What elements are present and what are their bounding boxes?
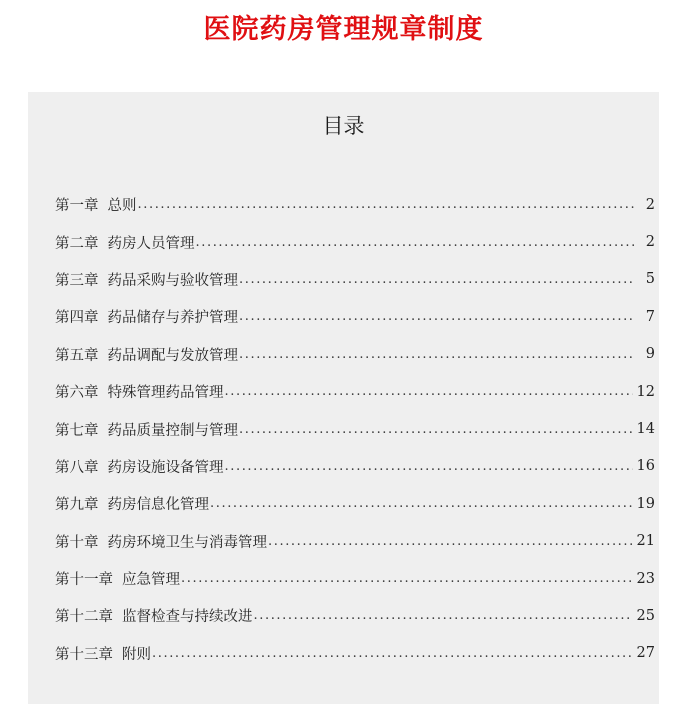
toc-entry[interactable] [55, 373, 655, 410]
toc-chapter-number: 第十一章 [55, 572, 113, 589]
toc-page-number: 14 [636, 421, 655, 438]
toc-page-number: 16 [636, 458, 655, 475]
toc-dot-leader [239, 272, 635, 287]
toc-page-number: 2 [645, 196, 655, 213]
toc-entry[interactable] [55, 336, 655, 373]
toc-chapter-number: 第十三章 [55, 646, 113, 663]
toc-page-number: 27 [636, 645, 655, 662]
toc-page-number: 12 [636, 383, 655, 400]
toc-chapter-title: 应急管理 [122, 572, 180, 589]
toc-chapter-title: 附则 [122, 646, 151, 663]
toc-page-number: 2 [645, 234, 655, 251]
toc-chapter-title: 特殊管理药品管理 [107, 385, 224, 402]
toc-chapter-number: 第七章 [55, 422, 99, 439]
toc-dot-leader [225, 384, 633, 399]
toc-page-number: 21 [636, 533, 655, 550]
toc-chapter-title: 药房人员管理 [107, 235, 195, 252]
toc-dot-leader [239, 422, 633, 437]
toc-dot-leader [181, 571, 633, 586]
toc-chapter-number: 第四章 [55, 310, 99, 327]
toc-entry[interactable] [55, 410, 655, 447]
toc-entry[interactable] [55, 597, 655, 634]
toc-chapter-number: 第三章 [55, 272, 99, 289]
toc-chapter-title: 药房信息化管理 [107, 497, 209, 514]
toc-chapter-number: 第一章 [55, 198, 99, 215]
toc-entry[interactable] [55, 560, 655, 597]
toc-dot-leader [268, 534, 633, 549]
toc-chapter-title: 药房设施设备管理 [107, 459, 224, 476]
toc-list [55, 186, 655, 672]
toc-dot-leader [254, 608, 633, 623]
toc-chapter-title: 药品储存与养护管理 [107, 310, 238, 327]
toc-chapter-title: 监督检查与持续改进 [122, 609, 253, 626]
toc-dot-leader [152, 646, 633, 661]
toc-chapter-number: 第六章 [55, 385, 99, 402]
toc-entry[interactable] [55, 485, 655, 522]
toc-page-number: 7 [645, 308, 655, 325]
toc-entry[interactable] [55, 261, 655, 298]
toc-chapter-title: 药房环境卫生与消毒管理 [107, 534, 267, 551]
toc-chapter-title: 药品采购与验收管理 [107, 272, 238, 289]
toc-page-number: 23 [636, 570, 655, 587]
toc-dot-leader [239, 347, 635, 362]
toc-chapter-title: 药品调配与发放管理 [107, 347, 238, 364]
toc-chapter-number: 第十章 [55, 534, 99, 551]
toc-dot-leader [239, 309, 635, 324]
toc-entry[interactable] [55, 635, 655, 672]
document-title: 医院药房管理规章制度 [203, 14, 484, 45]
toc-dot-leader [138, 197, 636, 212]
table-of-contents-panel [28, 92, 659, 704]
toc-chapter-number: 第五章 [55, 347, 99, 364]
toc-chapter-title: 总则 [107, 198, 137, 215]
toc-page-number: 5 [645, 271, 655, 288]
toc-entry[interactable] [55, 523, 655, 560]
toc-dot-leader [225, 459, 633, 474]
toc-page-number: 9 [645, 346, 655, 363]
toc-dot-leader [196, 235, 636, 250]
toc-entry[interactable] [55, 186, 655, 223]
toc-chapter-number: 第十二章 [55, 609, 113, 626]
toc-entry[interactable] [55, 448, 655, 485]
toc-page-number: 25 [636, 607, 655, 624]
toc-dot-leader [210, 496, 633, 511]
toc-heading: 目录 [322, 114, 365, 138]
toc-chapter-number: 第二章 [55, 235, 99, 252]
toc-entry[interactable] [55, 223, 655, 260]
toc-page-number: 19 [636, 495, 655, 512]
toc-chapter-title: 药品质量控制与管理 [107, 422, 238, 439]
toc-chapter-number: 第八章 [55, 459, 99, 476]
toc-entry[interactable] [55, 298, 655, 335]
toc-chapter-number: 第九章 [55, 497, 99, 514]
